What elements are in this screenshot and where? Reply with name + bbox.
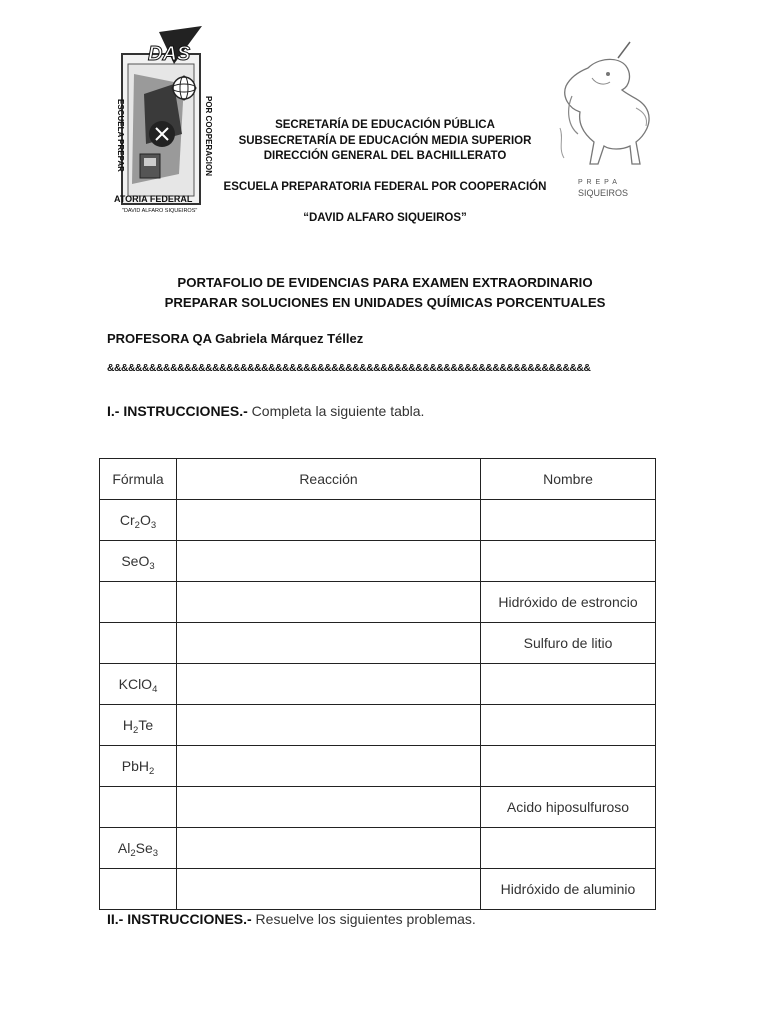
name-cell[interactable] bbox=[481, 664, 656, 705]
reaction-cell[interactable] bbox=[177, 582, 481, 623]
name-cell[interactable] bbox=[481, 500, 656, 541]
formula-subscript: 3 bbox=[150, 520, 157, 531]
name-cell[interactable] bbox=[481, 746, 656, 787]
header-formula: Fórmula bbox=[100, 459, 177, 500]
prepa-siqueiros-logo bbox=[548, 38, 656, 203]
formula-cell[interactable] bbox=[100, 787, 177, 828]
section-2-text: Resuelve los siguientes problemas. bbox=[251, 911, 476, 927]
formula-cell[interactable] bbox=[100, 582, 177, 623]
chemistry-table bbox=[99, 458, 656, 910]
formula-symbol: H bbox=[122, 717, 134, 733]
formula-symbol: Te bbox=[138, 717, 154, 733]
formula-subscript: 3 bbox=[149, 561, 155, 572]
reaction-cell[interactable] bbox=[177, 705, 481, 746]
name-cell[interactable]: Hidróxido de aluminio bbox=[481, 869, 656, 910]
title-line-2: PREPARAR SOLUCIONES EN UNIDADES QUÍMICAS PORCENTUALES bbox=[164, 294, 606, 310]
title-line-1: PORTAFOLIO DE EVIDENCIAS PARA EXAMEN EXTRAORDINARIO bbox=[177, 275, 593, 290]
reaction-cell[interactable] bbox=[177, 787, 481, 828]
reaction-cell[interactable] bbox=[177, 664, 481, 705]
table-row bbox=[100, 623, 656, 664]
reaction-cell[interactable] bbox=[177, 746, 481, 787]
table-row bbox=[100, 705, 656, 746]
formula-symbol: Al bbox=[117, 840, 131, 856]
formula-symbol: Cr bbox=[119, 512, 135, 528]
das-school-logo bbox=[104, 24, 216, 220]
header-line-3: DIRECCIÓN GENERAL DEL BACHILLERATO bbox=[263, 150, 507, 162]
logo-arc-left-text: ESCUELA PREPAR bbox=[116, 99, 125, 172]
reaction-cell[interactable] bbox=[177, 869, 481, 910]
logo-bottom-text-2: "DAVID ALFARO SIQUEIROS" bbox=[122, 208, 198, 214]
name-cell[interactable] bbox=[481, 828, 656, 869]
reaction-cell[interactable] bbox=[177, 828, 481, 869]
name-cell[interactable]: Sulfuro de litio bbox=[481, 623, 656, 664]
section-2-label: II.- INSTRUCCIONES.- bbox=[107, 911, 252, 927]
logo-arc-right-text: POR COOPERACION bbox=[204, 96, 213, 177]
formula-cell[interactable] bbox=[100, 541, 177, 582]
table-row bbox=[100, 500, 656, 541]
header-line-4: ESCUELA PREPARATORIA FEDERAL POR COOPERACIÓN bbox=[223, 181, 547, 193]
formula-symbol: O bbox=[139, 512, 151, 528]
formula-subscript: 2 bbox=[130, 848, 136, 859]
document-title bbox=[100, 273, 670, 312]
logo-prepa-text: P R E P A bbox=[578, 179, 618, 186]
formula-cell[interactable] bbox=[100, 500, 177, 541]
formula-cell[interactable] bbox=[100, 664, 177, 705]
table-row bbox=[100, 664, 656, 705]
table-row bbox=[100, 828, 656, 869]
section-2-instructions bbox=[107, 911, 476, 927]
section-1-label: I.- INSTRUCCIONES.- bbox=[107, 403, 248, 419]
separator-line: &&&&&&&&&&&&&&&&&&&&&&&&&&&&&&&&&&&&&&&&&&&&&&&&&&&&&&&&&&&&&&&&&&&&& bbox=[107, 363, 591, 374]
section-1-instructions bbox=[107, 403, 424, 419]
formula-cell[interactable] bbox=[100, 623, 177, 664]
formula-subscript: 3 bbox=[152, 848, 159, 859]
teacher-name: PROFESORA QA Gabriela Márquez Téllez bbox=[107, 331, 364, 346]
formula-cell[interactable] bbox=[100, 869, 177, 910]
reaction-cell[interactable] bbox=[177, 541, 481, 582]
table-row bbox=[100, 787, 656, 828]
table-row bbox=[100, 869, 656, 910]
institution-header bbox=[210, 118, 560, 165]
table-row bbox=[100, 582, 656, 623]
formula-subscript: 2 bbox=[133, 725, 139, 736]
table-header-row bbox=[100, 459, 656, 500]
name-cell[interactable]: Acido hiposulfuroso bbox=[481, 787, 656, 828]
formula-symbol: KClO bbox=[118, 676, 153, 692]
logo-das-text: DAS bbox=[148, 43, 191, 65]
formula-cell[interactable] bbox=[100, 828, 177, 869]
formula-subscript: 2 bbox=[134, 520, 140, 531]
formula-symbol: PbH bbox=[121, 758, 149, 774]
reaction-cell[interactable] bbox=[177, 623, 481, 664]
name-cell[interactable]: Hidróxido de estroncio bbox=[481, 582, 656, 623]
formula-symbol: Se bbox=[135, 840, 153, 856]
school-name-quoted bbox=[210, 211, 560, 227]
formula-symbol: SeO bbox=[121, 553, 150, 569]
header-line-5: “DAVID ALFARO SIQUEIROS” bbox=[303, 212, 467, 224]
section-1-text: Completa la siguiente tabla. bbox=[247, 403, 425, 419]
formula-subscript: 4 bbox=[152, 684, 158, 695]
formula-cell[interactable] bbox=[100, 705, 177, 746]
header-line-1: SECRETARÍA DE EDUCACIÓN PÚBLICA bbox=[275, 119, 495, 131]
header-reaction: Reacción bbox=[177, 459, 481, 500]
school-name-header bbox=[210, 180, 560, 196]
header-line-2: SUBSECRETARÍA DE EDUCACIÓN MEDIA SUPERIOR bbox=[238, 134, 532, 147]
formula-subscript: 2 bbox=[148, 766, 155, 777]
header-name: Nombre bbox=[481, 459, 656, 500]
table-row bbox=[100, 746, 656, 787]
name-cell[interactable] bbox=[481, 705, 656, 746]
logo-siqueiros-text: SIQUEIROS bbox=[578, 188, 629, 198]
table-row bbox=[100, 541, 656, 582]
formula-cell[interactable] bbox=[100, 746, 177, 787]
reaction-cell[interactable] bbox=[177, 500, 481, 541]
name-cell[interactable] bbox=[481, 541, 656, 582]
logo-bottom-text: ATORIA FEDERAL bbox=[114, 194, 193, 204]
